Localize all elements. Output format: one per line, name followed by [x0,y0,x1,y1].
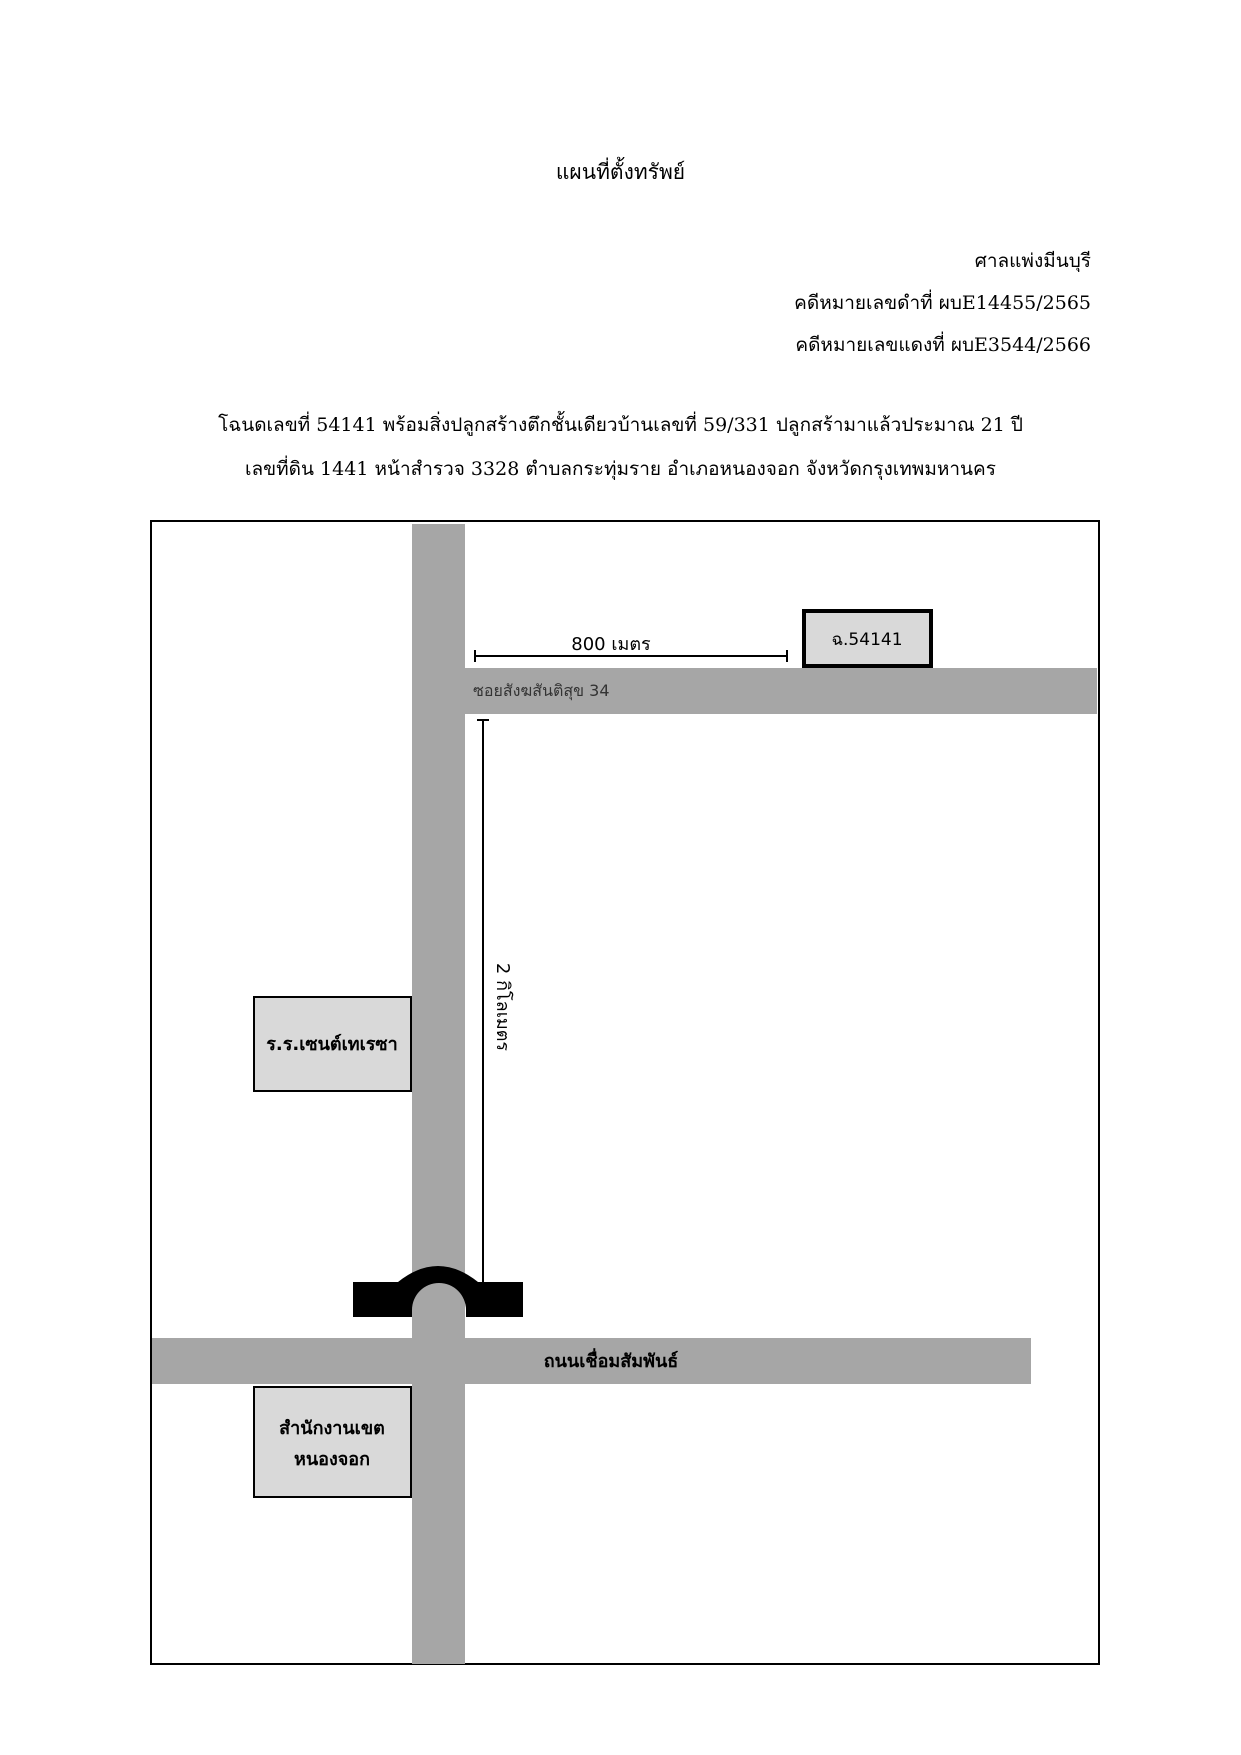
case-info [794,240,1091,366]
property-description-line1: โฉนดเลขที่ 54141 พร้อมสิ่งปลูกสร้างตึกชั้นเดียวบ้านเลขที่ 59/331 ปลูกสร้ามาแล้วประมาณ 21 ปี [218,414,1023,436]
parcel-label: ฉ.54141 [831,630,903,650]
district-office-label-line2: หนองจอก [293,1449,371,1470]
document-title: แผนที่ตั้งทรัพย์ [555,160,686,184]
vertical-distance-label: 2 กิโลเมตร [492,962,513,1052]
horizontal-distance-label: 800 เมตร [571,634,651,655]
main-road-label: ถนนเชื่อมสัมพันธ์ [543,1351,679,1372]
location-map [150,520,1102,1670]
soi-label: ซอยสังฆสันติสุข 34 [473,681,610,700]
property-description-line2: เลขที่ดิน 1441 หน้าสำรวจ 3328 ตำบลกระทุ่มราย อำเภอหนองจอก จังหวัดกรุงเทพมหานคร [245,458,996,480]
court-name: ศาลแพ่งมีนบุรี [974,250,1091,272]
school-label: ร.ร.เซนต์เทเรซา [266,1034,398,1055]
black-case-number: คดีหมายเลขดำที่ ผบE14455/2565 [794,292,1091,314]
red-case-number: คดีหมายเลขแดงที่ ผบE3544/2566 [795,334,1091,356]
district-office-box [254,1387,411,1497]
vertical-road [412,524,465,1664]
district-office-label-line1: สำนักงานเขต [279,1418,385,1439]
